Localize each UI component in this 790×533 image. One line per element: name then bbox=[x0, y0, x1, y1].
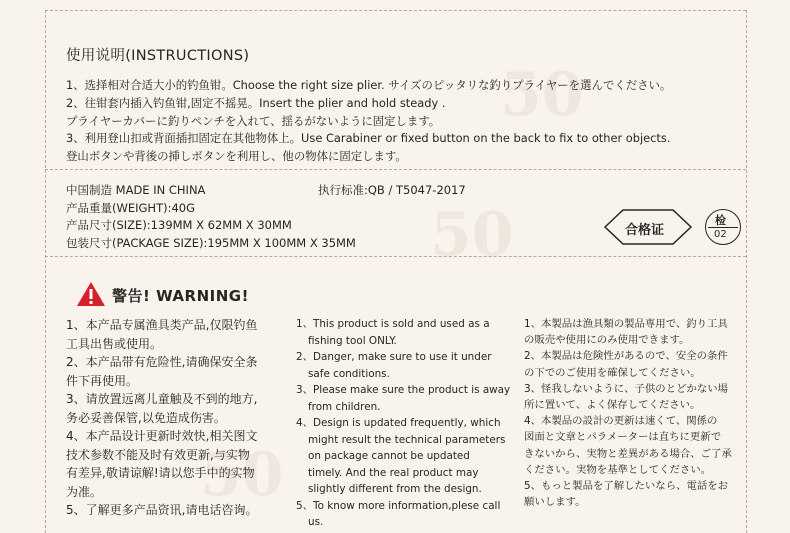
warning-jp-line: 図面と文章とパラメーターは直ちに更新で bbox=[524, 431, 722, 444]
warning-jp-line: ください。実物を基準としてください。 bbox=[524, 463, 712, 476]
warning-jp-line: 1、本製品は漁具類の製品専用で、釣り工具 bbox=[524, 318, 728, 330]
inspection-seal-number: 02 bbox=[714, 229, 727, 240]
divider-specs bbox=[45, 256, 746, 257]
spec-origin: 中国制造 MADE IN CHINA bbox=[66, 183, 206, 197]
instruction-line: 1、选择相对合适大小的钓鱼钳。Choose the right size plier. サイズのピッタリな釣りプライヤーを選んでください。 bbox=[66, 78, 672, 92]
divider-instructions bbox=[45, 169, 746, 170]
watermark: 50 bbox=[200, 440, 284, 510]
watermark: 50 bbox=[500, 60, 584, 130]
warning-triangle-icon bbox=[76, 281, 106, 307]
warning-cn-line: 2、本产品带有危险性,请确保安全条 bbox=[66, 355, 258, 369]
warning-en-line: from children. bbox=[308, 400, 381, 413]
warning-en-line: safe conditions. bbox=[308, 367, 390, 380]
warning-cn-line: 1、本产品专属渔具类产品,仅限钓鱼 bbox=[66, 318, 258, 332]
warning-cn-line: 有差异,敬请谅解!请以您手中的实物 bbox=[66, 466, 255, 480]
instruction-line: 3、利用登山扣或背面插扣固定在其他物体上。Use Carabiner or fixed button on the back to fix to other objects. bbox=[66, 131, 671, 146]
spec-size: 产品尺寸(SIZE):139MM X 62MM X 30MM bbox=[66, 218, 292, 233]
warning-cn-line: 为准。 bbox=[66, 484, 103, 499]
warning-en-line: 2、Danger, make sure to use it under bbox=[296, 351, 492, 363]
warning-jp-line: 3、怪我しないように、子供のとどかない場 bbox=[524, 382, 729, 395]
warning-jp-line: 2、本製品は危険性があるので、安全の条件 bbox=[524, 350, 728, 363]
divider-top bbox=[45, 10, 746, 11]
watermark: 50 bbox=[430, 200, 514, 270]
spec-list bbox=[66, 182, 356, 252]
warning-en-line: on package cannot be updated bbox=[308, 450, 470, 462]
warning-title: 警告! WARNING! bbox=[112, 287, 249, 305]
warning-cn-line: 技术参数不能及时有效更新,与实物 bbox=[66, 447, 250, 462]
standard-label: 执行标准:QB / T5047-2017 bbox=[318, 183, 466, 197]
instructions-list bbox=[66, 77, 671, 166]
warning-cn-line: 4、本产品设计更新时效快,相关图文 bbox=[66, 429, 258, 443]
warning-jp-line: 所に置いて、よく保存してください。 bbox=[524, 399, 701, 412]
instruction-line: 登山ボタンや背後の挿しボタンを利用し、他の物体に固定します。 bbox=[66, 149, 407, 164]
warning-en-line: 3、Please make sure the product is away bbox=[296, 384, 511, 396]
warning-japanese-column bbox=[524, 316, 732, 510]
warning-en-line: 5、To know more information,plese call bbox=[296, 499, 501, 512]
warning-cn-line: 3、请放置远离儿童触及不到的地方, bbox=[66, 392, 258, 406]
warning-jp-line: 5、もっと製品を了解したいなら、電話をお bbox=[524, 480, 729, 493]
warning-en-line: timely. And the real product may bbox=[308, 466, 479, 479]
warning-en-line: fishing tool ONLY. bbox=[308, 334, 397, 347]
warning-english-column bbox=[296, 316, 510, 531]
instructions-title: 使用说明(INSTRUCTIONS) bbox=[66, 48, 250, 64]
warning-cn-line: 件下再使用。 bbox=[66, 373, 139, 388]
warning-jp-line: きないから、実物と差異がある場合、ご了承 bbox=[524, 447, 732, 460]
certificate-label: 合格证 bbox=[625, 223, 665, 238]
spec-weight: 产品重量(WEIGHT):40G bbox=[66, 200, 196, 215]
warning-en-line: 1、This product is sold and used as a bbox=[296, 318, 490, 330]
warning-jp-line: の下でのご使用を確保してください。 bbox=[524, 366, 701, 379]
instruction-line: プライヤーカバーに釣りペンチを入れて、揺るがないように固定します。 bbox=[66, 113, 441, 128]
warning-en-line: us. bbox=[308, 516, 324, 528]
warning-en-line: 4、Design is updated frequently, which bbox=[296, 417, 501, 429]
warning-cn-line: 5、了解更多产品资讯,请电话咨询。 bbox=[66, 503, 258, 517]
instruction-line: 2、往钳套内插入钓鱼钳,固定不摇晃。Insert the plier and hold steady . bbox=[66, 95, 446, 110]
inspection-seal-char: 检 bbox=[715, 214, 726, 227]
warning-en-line: might result the technical parameters bbox=[308, 433, 506, 446]
warning-cn-line: 工具出售或使用。 bbox=[66, 336, 163, 351]
warning-jp-line: 願いします。 bbox=[524, 496, 586, 509]
warning-cn-line: 务必妥善保管,以免造成伤害。 bbox=[66, 410, 226, 425]
inspection-seal-divider bbox=[708, 227, 738, 228]
warning-en-line: slightly different from the design. bbox=[308, 483, 482, 495]
warning-jp-line: 4、本製品の設計の更新は速くて、関係の bbox=[524, 415, 718, 428]
warning-chinese-column bbox=[66, 316, 257, 520]
spec-package-size: 包装尺寸(PACKAGE SIZE):195MM X 100MM X 35MM bbox=[66, 235, 356, 250]
warning-jp-line: の販売や使用にのみ使用できます。 bbox=[524, 334, 690, 347]
